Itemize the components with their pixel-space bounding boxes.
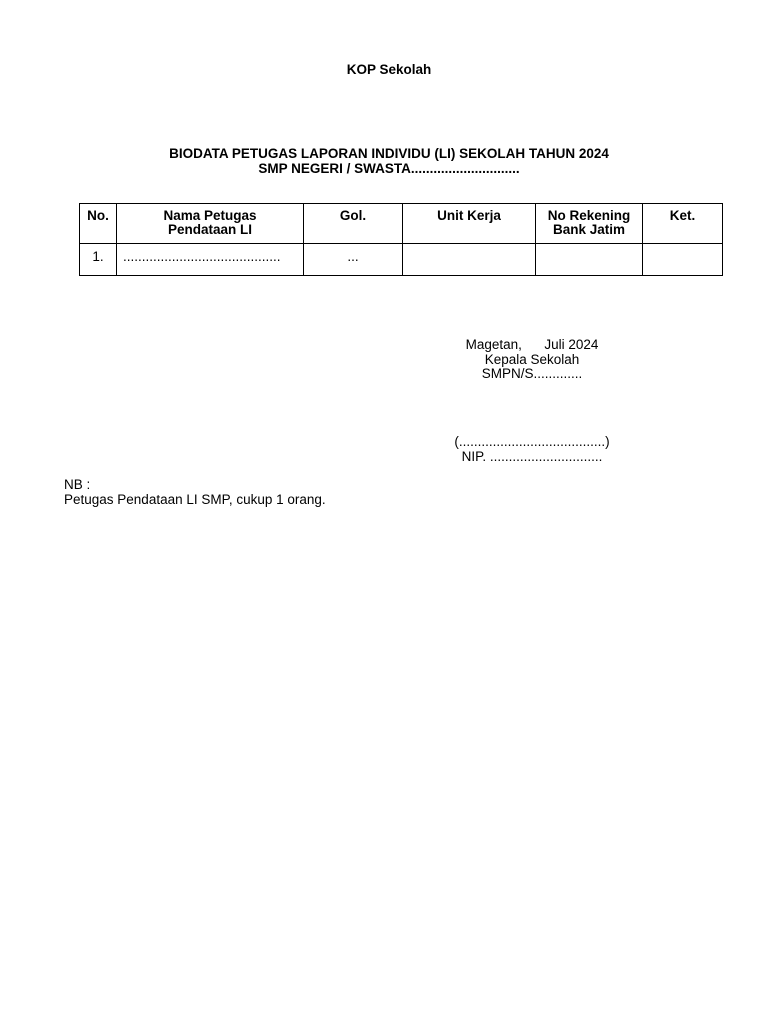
- header-no: No.: [80, 204, 117, 244]
- header-nama-line-2: Pendataan LI: [167, 222, 253, 237]
- header-rekening-line-1: No Rekening: [547, 208, 631, 223]
- signature-block: [420, 338, 644, 382]
- table-row: [80, 244, 723, 276]
- header-unit-kerja: Unit Kerja: [403, 204, 536, 244]
- signer-nip: NIP. ..............................: [461, 448, 603, 464]
- letterhead-placeholder: KOP Sekolah: [346, 62, 432, 77]
- header-gol: Gol.: [304, 204, 403, 244]
- signer-school: SMPN/S.............: [481, 366, 583, 381]
- cell-nama: ..........................................: [117, 244, 304, 276]
- note-text: Petugas Pendataan LI SMP, cukup 1 orang.: [64, 492, 326, 507]
- title-line-1: BIODATA PETUGAS LAPORAN INDIVIDU (LI) SEKOLAH TAHUN 2024: [169, 146, 609, 161]
- cell-unit-kerja: [403, 244, 536, 276]
- document-title: [0, 146, 768, 176]
- header-ket: Ket.: [643, 204, 723, 244]
- signature-name-block: [420, 435, 644, 464]
- signer-position: Kepala Sekolah: [484, 351, 580, 367]
- cell-ket: [643, 244, 723, 276]
- signer-name-placeholder: (.......................................): [454, 434, 610, 449]
- note-block: [64, 477, 326, 507]
- cell-rekening: [536, 244, 643, 276]
- header-rekening-line-2: Bank Jatim: [552, 222, 626, 237]
- place-date: Magetan, Juli 2024: [465, 337, 599, 352]
- title-line-2: SMP NEGERI / SWASTA.............................: [258, 161, 520, 176]
- table-header-row: [80, 204, 723, 244]
- cell-no: 1.: [80, 244, 117, 276]
- header-rekening: [536, 204, 643, 244]
- header-nama: [117, 204, 304, 244]
- note-label: NB :: [64, 477, 91, 492]
- biodata-table: [79, 203, 723, 276]
- header-nama-line-1: Nama Petugas: [163, 208, 257, 223]
- cell-gol: ...: [304, 244, 403, 276]
